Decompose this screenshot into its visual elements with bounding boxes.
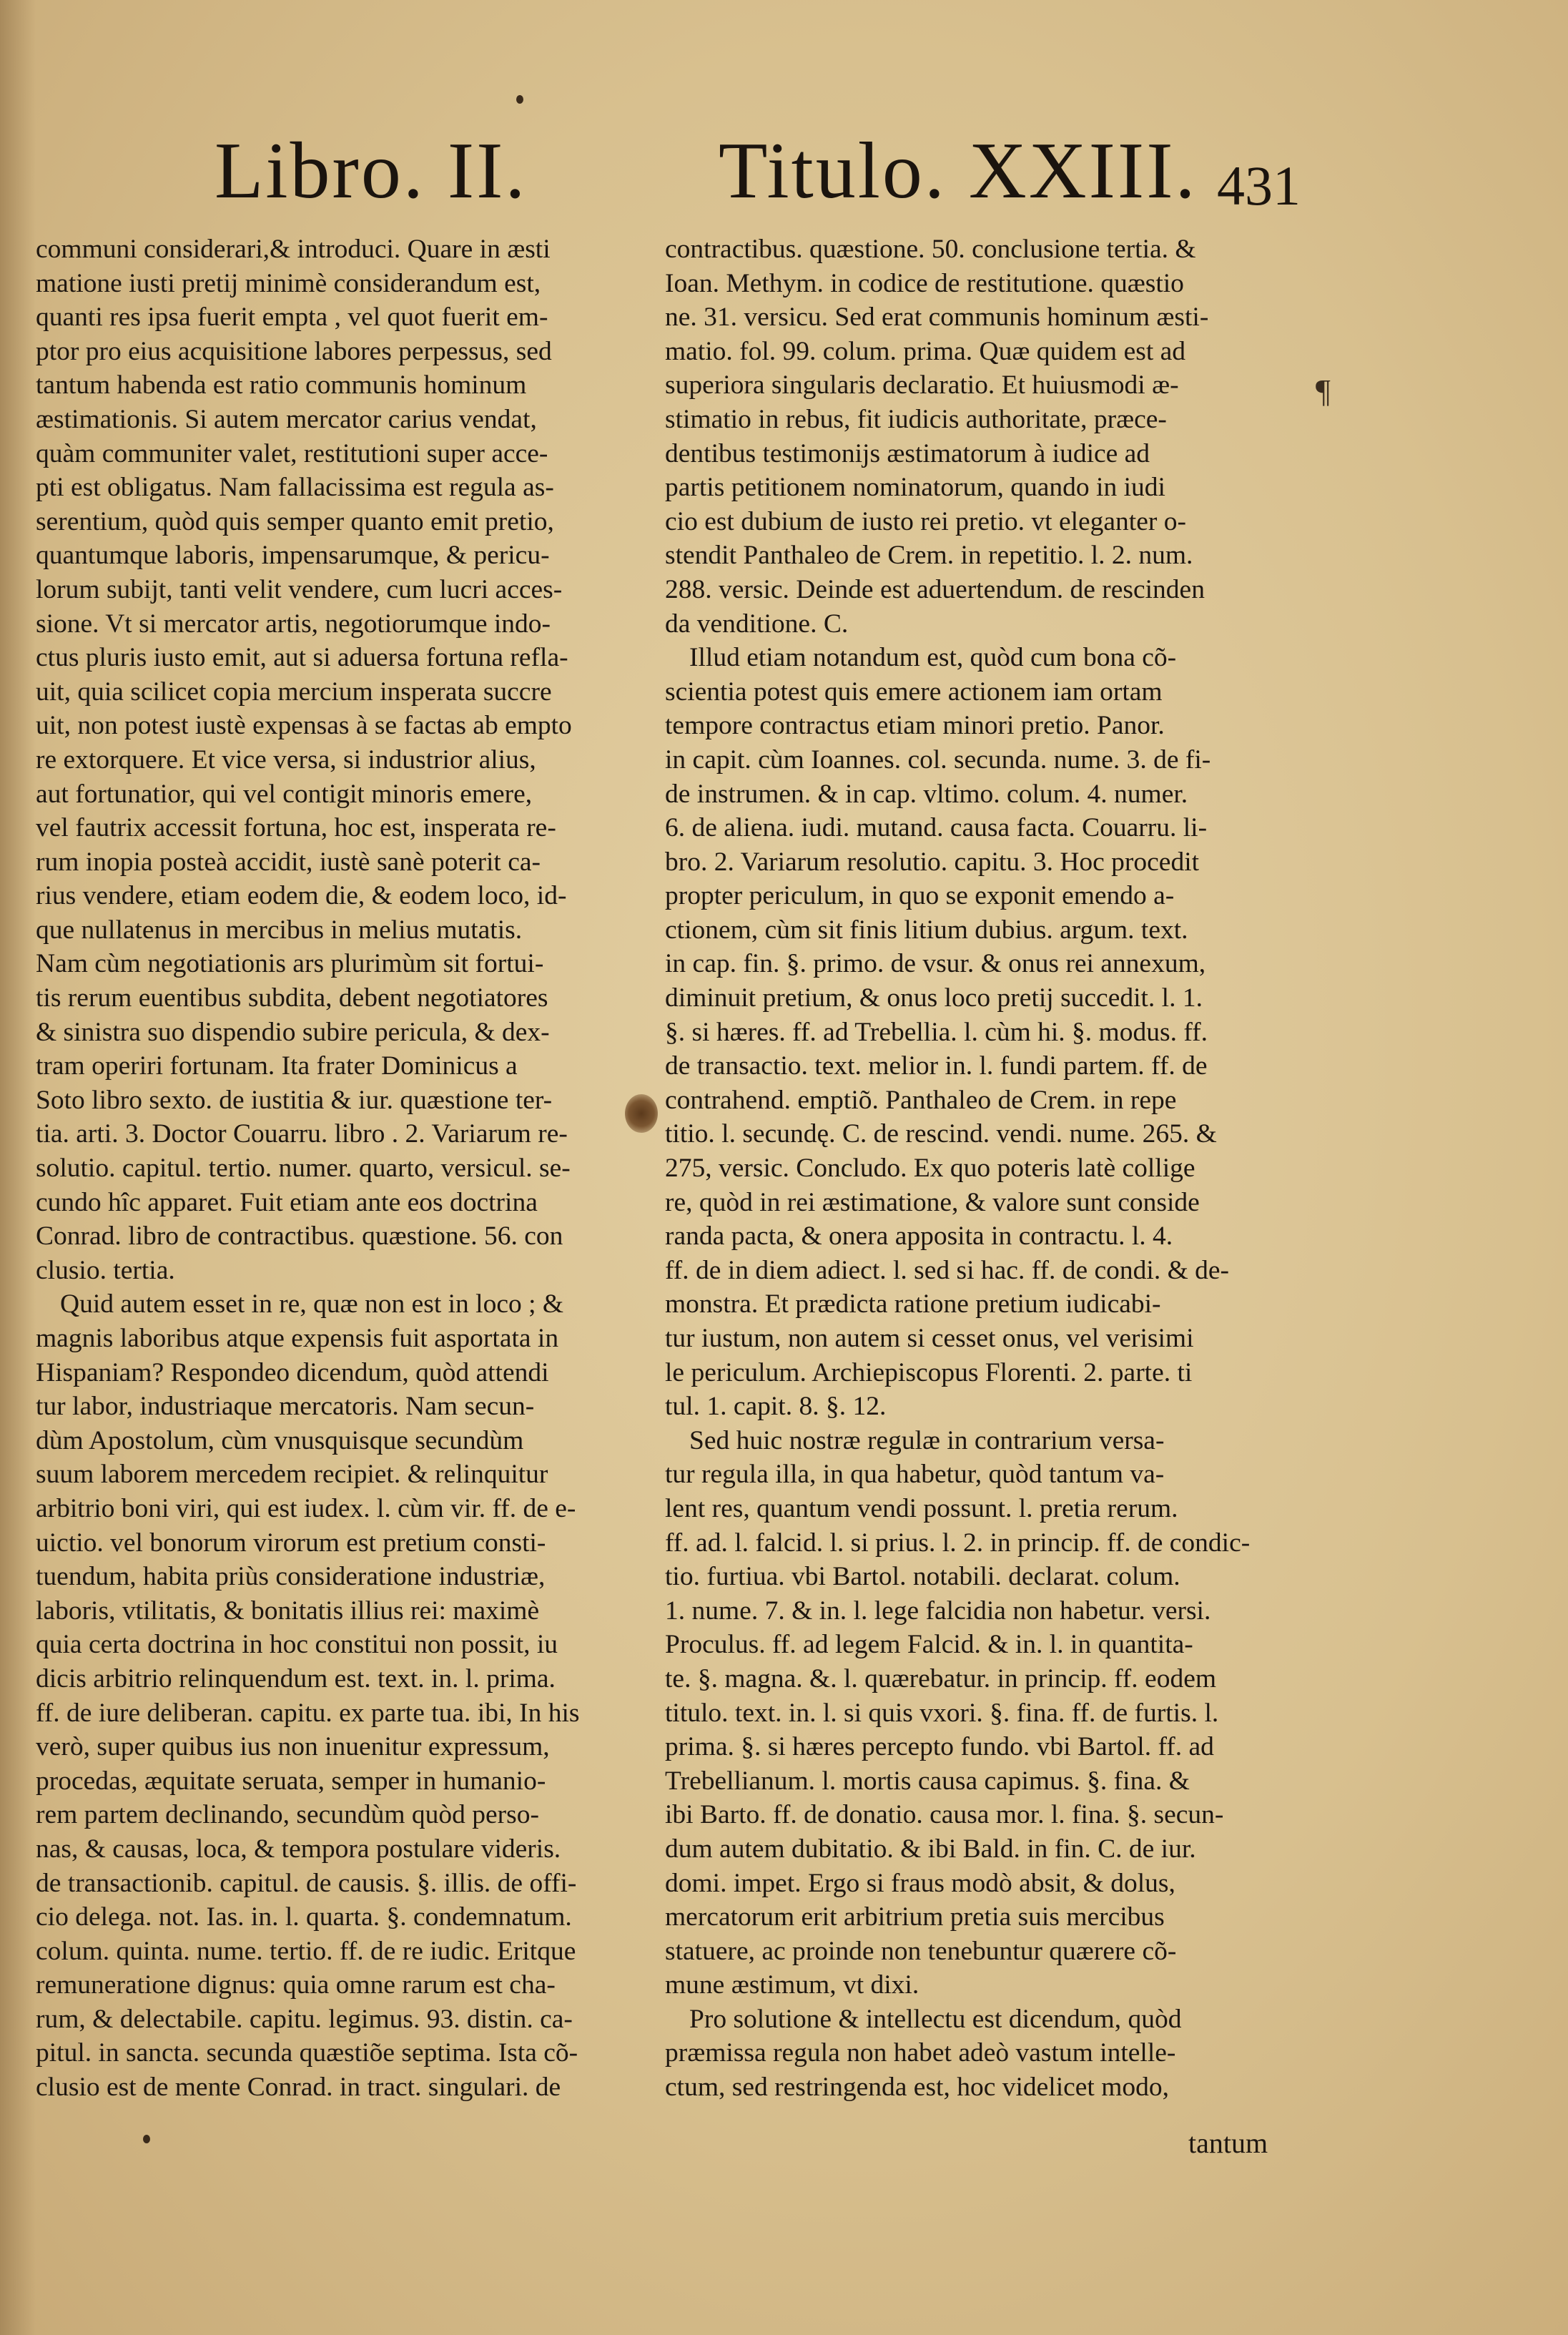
- text-line: tur regula illa, in qua habetur, quòd tantum va-: [665, 1460, 1165, 1490]
- text-line: procedas, æquitate seruata, semper in humanio-: [36, 1766, 546, 1796]
- text-line: 288. versic. Deinde est aduertendum. de rescinden: [665, 574, 1205, 604]
- text-line: magnis laboribus atque expensis fuit asportata in: [36, 1324, 559, 1353]
- text-line: bro. 2. Variarum resolutio. capitu. 3. Hoc procedit: [665, 847, 1200, 877]
- text-line: dicis arbitrio relinquendum est. text. in. l. prima.: [36, 1663, 556, 1694]
- text-line: uit, quia scilicet copia mercium insperata succre: [36, 677, 552, 707]
- text-line: solutio. capitul. tertio. numer. quarto, versicul. se-: [36, 1154, 571, 1184]
- text-line: de transactionib. capitul. de causis. §. illis. de offi-: [36, 1868, 577, 1898]
- text-line: mercatorum erit arbitrium pretia suis mercibus: [665, 1902, 1165, 1932]
- text-line: lorum subijt, tanti velit vendere, cum lucri acces-: [36, 574, 563, 604]
- text-line: §. si hæres. ff. ad Trebellia. l. cùm hi. §. modus. ff.: [665, 1017, 1208, 1047]
- text-line: ctus pluris iusto emit, aut si aduersa fortuna refla-: [36, 643, 568, 673]
- text-line: quia certa doctrina in hoc constitui non possit, iu: [36, 1630, 558, 1660]
- text-line: Quid autem esset in re, quæ non est in loco ; &: [60, 1289, 564, 1319]
- text-line: clusio. tertia.: [36, 1255, 175, 1285]
- text-line: tantum habenda est ratio communis hominum: [36, 370, 527, 400]
- text-line: præmissa regula non habet adeò vastum intelle-: [665, 2038, 1176, 2068]
- text-line: rum inopia posteà accidit, iustè sanè poterit ca-: [36, 847, 541, 877]
- page-number: 431: [1217, 154, 1301, 217]
- text-line: & sinistra suo dispendio subire pericula, & dex-: [36, 1017, 550, 1047]
- text-line: le periculum. Archiepiscopus Florenti. 2. parte. ti: [665, 1357, 1193, 1387]
- text-line: aut fortunatior, qui vel contigit minoris emere,: [36, 779, 533, 809]
- page-gutter-shadow: [0, 0, 36, 2335]
- text-line: tur iustum, non autem si cesset onus, vel verisimi: [665, 1324, 1194, 1353]
- text-line: serentium, quòd quis semper quanto emit pretio,: [36, 506, 554, 536]
- text-line: laboris, vtilitatis, & bonitatis illius rei: maximè: [36, 1596, 540, 1626]
- ink-speck: [143, 2135, 150, 2143]
- right-text-column: [665, 232, 1294, 2105]
- text-line: lent res, quantum vendi possunt. l. pretia rerum.: [665, 1493, 1178, 1523]
- text-line: quanti res ipsa fuerit empta , vel quot fuerit em-: [36, 303, 548, 333]
- text-line: clusio est de mente Conrad. in tract. singulari. de: [36, 2073, 561, 2103]
- text-line: de instrumen. & in cap. vltimo. colum. 4. numer.: [665, 779, 1188, 809]
- text-line: partis petitionem nominatorum, quando in iudi: [665, 473, 1165, 503]
- text-line: propter periculum, in quo se exponit emendo a-: [665, 881, 1175, 911]
- text-line: stimatio in rebus, fit iudicis authoritate, præce-: [665, 404, 1167, 434]
- text-line: statuere, ac proinde non tenebuntur quærere cõ-: [665, 1936, 1177, 1966]
- text-line: pitul. in sancta. secunda quæstiõe septima. Ista cõ-: [36, 2038, 578, 2068]
- text-line: da venditione. C.: [665, 609, 849, 639]
- text-line: de transactio. text. melior in. l. fundi partem. ff. de: [665, 1051, 1208, 1081]
- text-line: colum. quinta. nume. tertio. ff. de re iudic. Eritque: [36, 1936, 576, 1966]
- text-line: quàm communiter valet, restitutioni super acce-: [36, 438, 548, 468]
- text-line: Proculus. ff. ad legem Falcid. & in. l. in quantita-: [665, 1630, 1193, 1660]
- text-line: communi considerari,& introduci. Quare in æsti: [36, 235, 551, 264]
- text-line: scientia potest quis emere actionem iam ortam: [665, 677, 1163, 707]
- text-line: tia. arti. 3. Doctor Couarru. libro . 2. Variarum re-: [36, 1119, 568, 1149]
- text-line: dum autem dubitatio. & ibi Bald. in fin. C. de iur.: [665, 1834, 1196, 1864]
- running-header-book: Libro. II.: [215, 127, 528, 215]
- text-line: sione. Vt si mercator artis, negotiorumque indo-: [36, 609, 551, 639]
- text-line: cundo hîc apparet. Fuit etiam ante eos doctrina: [36, 1187, 538, 1217]
- text-line: ff. de in diem adiect. l. sed si hac. ff. de condi. & de-: [665, 1255, 1230, 1285]
- text-line: matione iusti pretij minimè considerandum est,: [36, 268, 541, 298]
- text-line: arbitrio boni viri, qui est iudex. l. cùm vir. ff. de e-: [36, 1493, 576, 1523]
- text-line: prima. §. si hæres percepto fundo. vbi Bartol. ff. ad: [665, 1732, 1214, 1762]
- text-line: ne. 31. versicu. Sed erat communis hominum æsti-: [665, 303, 1209, 333]
- text-line: suum laborem mercedem recipiet. & relinquitur: [36, 1460, 548, 1490]
- text-line: tur labor, industriaque mercatoris. Nam secun-: [36, 1392, 535, 1422]
- text-line: monstra. Et prædicta ratione pretium iudicabi-: [665, 1289, 1161, 1319]
- text-line: matio. fol. 99. colum. prima. Quæ quidem est ad: [665, 336, 1186, 366]
- text-line: Illud etiam notandum est, quòd cum bona cõ-: [689, 643, 1177, 673]
- text-line: cio delega. not. Ias. in. l. quarta. §. condemnatum.: [36, 1902, 572, 1932]
- text-line: verò, super quibus ius non inuenitur expressum,: [36, 1732, 550, 1762]
- text-line: æstimationis. Si autem mercator carius vendat,: [36, 404, 537, 434]
- text-line: ff. ad. l. falcid. l. si prius. l. 2. in princip. ff. de condic-: [665, 1528, 1251, 1558]
- text-line: Conrad. libro de contractibus. quæstione. 56. con: [36, 1221, 563, 1252]
- text-line: 6. de aliena. iudi. mutand. causa facta. Couarru. li-: [665, 813, 1208, 843]
- catchword: tantum: [1188, 2127, 1268, 2159]
- running-header-title: Titulo. XXIII.: [719, 127, 1198, 215]
- text-line: uit, non potest iustè expensas à se factas ab empto: [36, 711, 572, 741]
- text-line: Sed huic nostræ regulæ in contrarium versa-: [689, 1425, 1165, 1455]
- text-line: cio est dubium de iusto rei pretio. vt eleganter o-: [665, 506, 1186, 536]
- text-line: pti est obligatus. Nam fallacissima est regula as-: [36, 473, 554, 503]
- left-text-column: [36, 232, 626, 2105]
- text-line: re, quòd in rei æstimatione, & valore sunt conside: [665, 1187, 1200, 1217]
- text-line: tram operiri fortunam. Ita frater Dominicus a: [36, 1051, 518, 1081]
- text-line: titulo. text. in. l. si quis vxori. §. fina. ff. de furtis. l.: [665, 1698, 1219, 1728]
- text-line: contrahend. emptiõ. Panthaleo de Crem. in repe: [665, 1085, 1177, 1115]
- text-line: tis rerum euentibus subdita, debent negotiatores: [36, 983, 548, 1013]
- text-line: Nam cùm negotiationis ars plurimùm sit fortui-: [36, 949, 544, 979]
- text-line: tuendum, habita priùs consideratione industriæ,: [36, 1562, 546, 1592]
- text-line: mune æstimum, vt dixi.: [665, 1970, 919, 2000]
- text-line: nas, & causas, loca, & tempora postulare videris.: [36, 1834, 561, 1864]
- text-line: titio. l. secundę. C. de rescind. vendi. nume. 265. &: [665, 1119, 1217, 1149]
- text-line: contractibus. quæstione. 50. conclusione tertia. &: [665, 235, 1196, 264]
- text-line: ptor pro eius acquisitione labores perpessus, sed: [36, 336, 552, 366]
- text-line: domi. impet. Ergo si fraus modò absit, & dolus,: [665, 1868, 1175, 1898]
- text-line: randa pacta, & onera apposita in contractu. l. 4.: [665, 1221, 1173, 1252]
- text-line: Ioan. Methym. in codice de restitutione. quæstio: [665, 268, 1184, 298]
- text-line: rem partem declinando, secundùm quòd perso-: [36, 1800, 539, 1830]
- text-line: Hispaniam? Respondeo dicendum, quòd attendi: [36, 1357, 549, 1387]
- text-line: Pro solutione & intellectu est dicendum, quòd: [689, 2004, 1182, 2034]
- text-line: ff. de iure deliberan. capitu. ex parte tua. ibi, In his: [36, 1698, 580, 1728]
- text-line: te. §. magna. &. l. quærebatur. in princip. ff. eodem: [665, 1663, 1217, 1694]
- text-line: ctionem, cùm sit finis litium dubius. argum. text.: [665, 915, 1188, 945]
- text-line: tempore contractus etiam minori pretio. Panor.: [665, 711, 1165, 741]
- text-line: ctum, sed restringenda est, hoc videlicet modo,: [665, 2073, 1170, 2103]
- text-line: diminuit pretium, & onus loco pretij succedit. l. 1.: [665, 983, 1203, 1013]
- ink-speck: [516, 95, 523, 104]
- text-line: tul. 1. capit. 8. §. 12.: [665, 1392, 887, 1422]
- text-line: dentibus testimonijs æstimatorum à iudice ad: [665, 438, 1150, 468]
- text-line: in capit. cùm Ioannes. col. secunda. nume. 3. de fi-: [665, 744, 1211, 775]
- text-line: tio. furtiua. vbi Bartol. notabili. declarat. colum.: [665, 1562, 1180, 1592]
- text-line: dùm Apostolum, cùm vnusquisque secundùm: [36, 1425, 524, 1455]
- text-line: superiora singularis declaratio. Et huiusmodi æ-: [665, 370, 1179, 400]
- text-line: rius vendere, etiam eodem die, & eodem loco, id-: [36, 881, 567, 911]
- text-line: in cap. fin. §. primo. de vsur. & onus rei annexum,: [665, 949, 1206, 979]
- text-line: remuneratione dignus: quia omne rarum est cha-: [36, 1970, 556, 2000]
- text-line: 1. nume. 7. & in. l. lege falcidia non habetur. versi.: [665, 1596, 1211, 1626]
- text-line: vel fautrix accessit fortuna, hoc est, insperata re-: [36, 813, 556, 843]
- text-line: rum, & delectabile. capitu. legimus. 93. distin. ca-: [36, 2004, 573, 2034]
- marginal-pilcrow-mark: ¶: [1316, 373, 1331, 409]
- text-line: que nullatenus in mercibus in melius mutatis.: [36, 915, 523, 945]
- text-line: uictio. vel bonorum virorum est pretium consti-: [36, 1528, 546, 1558]
- text-line: ibi Barto. ff. de donatio. causa mor. l. fina. §. secun-: [665, 1800, 1224, 1830]
- text-line: re extorquere. Et vice versa, si industrior alius,: [36, 744, 536, 775]
- text-line: quantumque laboris, impensarumque, & pericu-: [36, 541, 550, 571]
- text-line: stendit Panthaleo de Crem. in repetitio. l. 2. num.: [665, 541, 1193, 571]
- text-line: Soto libro sexto. de iustitia & iur. quæstione ter-: [36, 1085, 553, 1115]
- text-line: Trebellianum. l. mortis causa capimus. §. fina. &: [665, 1766, 1190, 1796]
- ink-stain: [625, 1094, 658, 1133]
- text-line: 275, versic. Concludo. Ex quo poteris latè collige: [665, 1154, 1195, 1184]
